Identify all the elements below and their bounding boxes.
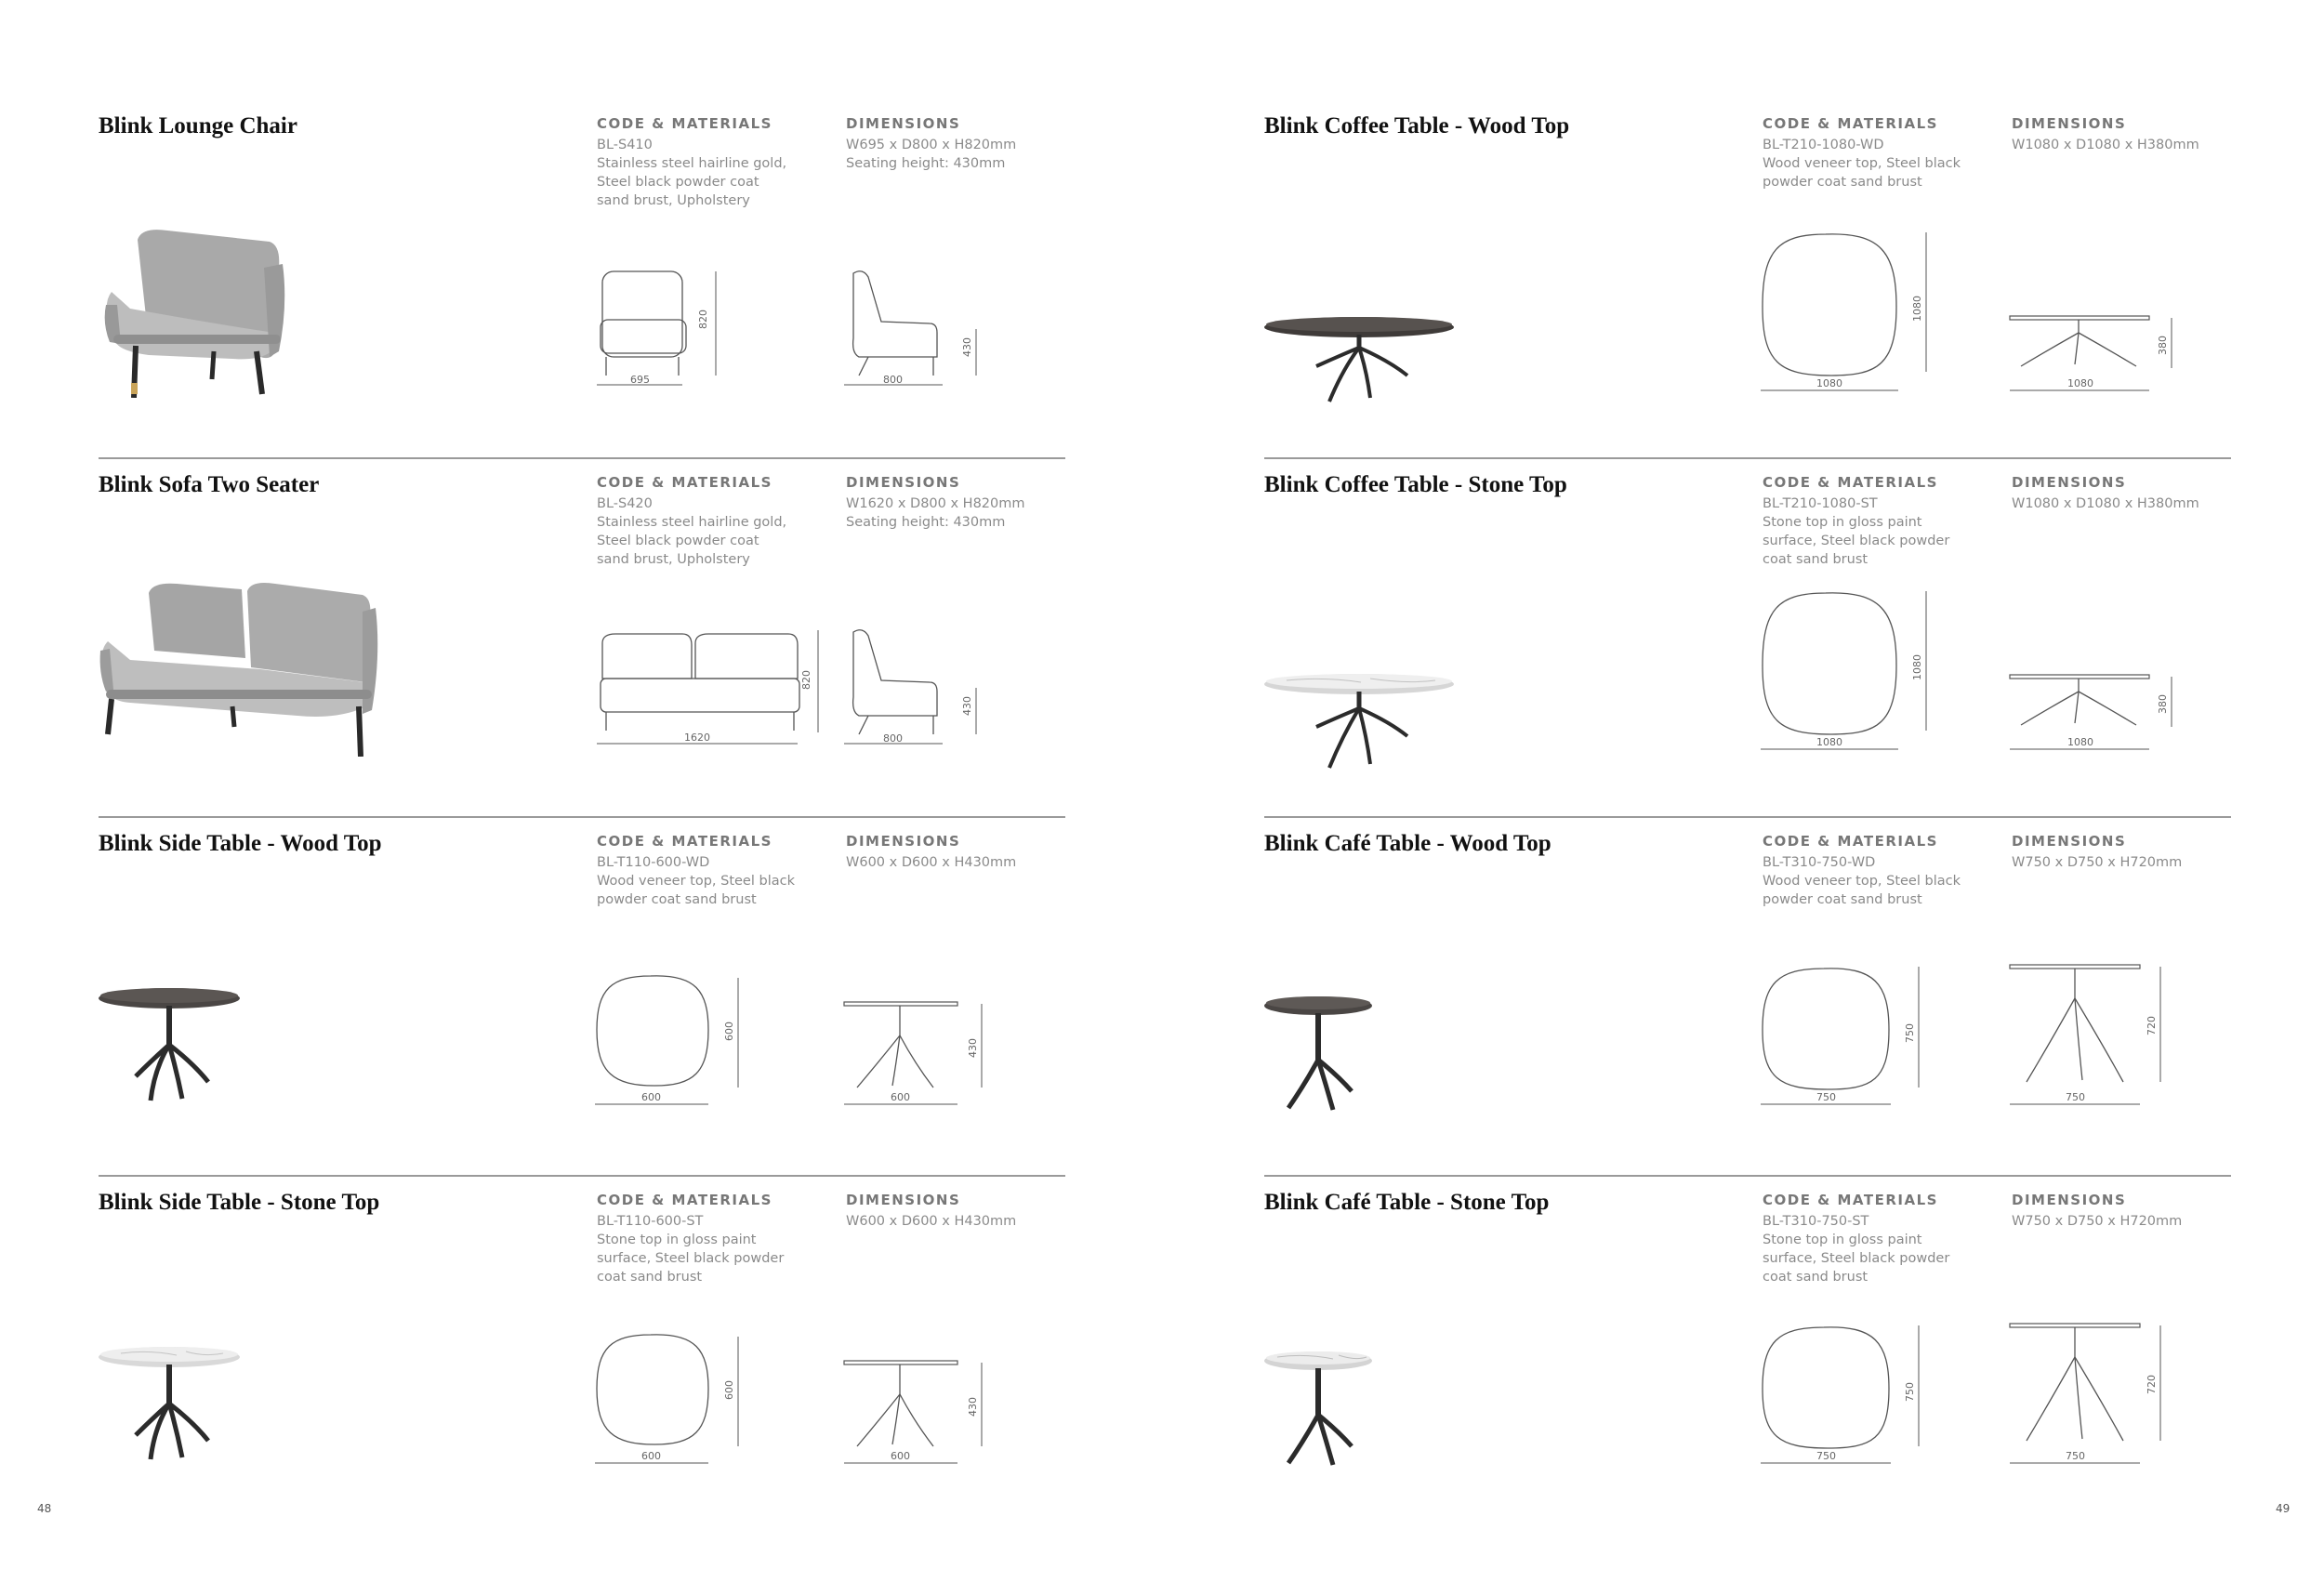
height-label: 380 — [2157, 336, 2169, 355]
product-title: Blink Sofa Two Seater — [99, 472, 320, 497]
dimensions-block — [846, 1192, 1069, 1231]
side-view-drawing — [2006, 1320, 2183, 1469]
code-line: BL-T310-750-ST — [1763, 1214, 1869, 1229]
depth-label: 750 — [1904, 1382, 1916, 1402]
height-label: 720 — [2146, 1375, 2158, 1394]
material-line: Stone top in gloss paint — [597, 1233, 757, 1247]
material-line: Wood veneer top, Steel black — [1763, 156, 1961, 171]
side-view-drawing — [2006, 312, 2183, 400]
material-line: Wood veneer top, Steel black — [1763, 874, 1961, 889]
side-view-drawing — [2006, 671, 2183, 758]
dimensions-line: W1080 x D1080 x H380mm — [2012, 138, 2199, 152]
width-label: 750 — [2066, 1091, 2085, 1103]
width-label: 1080 — [1816, 736, 1842, 748]
code-materials-heading: CODE & MATERIALS — [597, 115, 772, 132]
top-view-drawing — [593, 969, 751, 1108]
width-label: 1080 — [1816, 377, 1842, 389]
depth-label: 800 — [883, 374, 903, 386]
dimensions-heading: DIMENSIONS — [2012, 115, 2127, 132]
code-materials-heading: CODE & MATERIALS — [1763, 474, 1938, 491]
code-line: BL-T110-600-ST — [597, 1214, 704, 1229]
width-label: 1620 — [684, 732, 710, 744]
product-section-cafe-table-wood — [1162, 818, 2324, 1177]
dimensions-heading: DIMENSIONS — [846, 1192, 961, 1208]
material-line: surface, Steel black powder — [597, 1251, 785, 1266]
width-label: 600 — [891, 1450, 910, 1462]
top-view-drawing — [1759, 1320, 1935, 1469]
product-section-lounge-chair — [0, 100, 1162, 459]
dimensions-heading: DIMENSIONS — [2012, 1192, 2127, 1208]
code-materials-heading: CODE & MATERIALS — [597, 474, 772, 491]
product-title: Blink Side Table - Stone Top — [99, 1190, 380, 1215]
seat-height-label: 430 — [961, 696, 973, 716]
code-line: BL-S410 — [597, 138, 653, 152]
code-line: BL-T210-1080-WD — [1763, 138, 1884, 152]
height-label: 720 — [2146, 1016, 2158, 1035]
height-label: 430 — [967, 1397, 979, 1417]
height-label: 820 — [800, 670, 812, 690]
dimensions-block — [2012, 833, 2235, 872]
front-elevation-drawing — [593, 623, 835, 753]
top-view-drawing — [1759, 227, 1935, 400]
dimensions-line: W750 x D750 x H720mm — [2012, 855, 2183, 870]
code-materials-heading: CODE & MATERIALS — [597, 833, 772, 850]
dimensions-line: W695 x D800 x H820mm — [846, 138, 1017, 152]
material-line: surface, Steel black powder — [1763, 1251, 1950, 1266]
dimensions-heading: DIMENSIONS — [2012, 833, 2127, 850]
width-label: 600 — [641, 1091, 661, 1103]
material-line: surface, Steel black powder — [1763, 534, 1950, 548]
dimensions-block — [846, 474, 1069, 532]
product-section-side-table-wood — [0, 818, 1162, 1177]
height-label: 380 — [2157, 694, 2169, 714]
lounge-chair-photo — [93, 212, 288, 398]
dimensions-block — [2012, 474, 2235, 513]
material-line: powder coat sand brust — [1763, 892, 1922, 907]
height-label: 430 — [967, 1038, 979, 1058]
right-page — [1162, 0, 2324, 1582]
code-materials-block — [1763, 1192, 1986, 1286]
product-title: Blink Café Table - Wood Top — [1264, 831, 1552, 856]
width-label: 1080 — [2067, 736, 2093, 748]
depth-label: 800 — [883, 732, 903, 745]
side-table-wood-photo — [93, 985, 251, 1106]
product-title: Blink Café Table - Stone Top — [1264, 1190, 1550, 1215]
side-view-drawing — [840, 998, 998, 1110]
side-view-drawing — [2006, 961, 2183, 1110]
coffee-table-wood-photo — [1259, 314, 1463, 407]
code-materials-block — [597, 833, 820, 909]
width-label: 750 — [1816, 1450, 1836, 1462]
height-label: 820 — [697, 310, 709, 329]
material-line: sand brust, Upholstery — [597, 552, 750, 567]
code-materials-heading: CODE & MATERIALS — [1763, 833, 1938, 850]
cafe-table-stone-photo — [1259, 1350, 1389, 1470]
dimensions-line: W1620 x D800 x H820mm — [846, 496, 1025, 511]
dimensions-block — [846, 115, 1069, 173]
width-label: 750 — [1816, 1091, 1836, 1103]
dimensions-block — [2012, 115, 2235, 154]
top-view-drawing — [1759, 961, 1935, 1110]
material-line: Stone top in gloss paint — [1763, 515, 1922, 530]
dimensions-line: W600 x D600 x H430mm — [846, 855, 1017, 870]
top-view-drawing — [1759, 586, 1935, 758]
code-line: BL-T110-600-WD — [597, 855, 710, 870]
material-line: coat sand brust — [1763, 552, 1868, 567]
side-table-stone-photo — [93, 1344, 251, 1465]
depth-label: 1080 — [1911, 296, 1923, 322]
code-materials-block — [597, 1192, 820, 1286]
page-number-right: 49 — [2276, 1502, 2291, 1515]
depth-label: 600 — [723, 1022, 735, 1041]
dimensions-heading: DIMENSIONS — [2012, 474, 2127, 491]
product-section-side-table-stone — [0, 1177, 1162, 1536]
dimensions-line: W750 x D750 x H720mm — [2012, 1214, 2183, 1229]
code-materials-block — [597, 115, 820, 210]
side-elevation-drawing — [840, 623, 989, 753]
material-line: Stone top in gloss paint — [1763, 1233, 1922, 1247]
cafe-table-wood-photo — [1259, 995, 1389, 1115]
front-elevation-drawing — [593, 264, 733, 394]
code-materials-block — [597, 474, 820, 569]
depth-label: 600 — [723, 1380, 735, 1400]
code-line: BL-S420 — [597, 496, 653, 511]
product-title: Blink Lounge Chair — [99, 113, 297, 138]
width-label: 750 — [2066, 1450, 2085, 1462]
coffee-table-stone-photo — [1259, 671, 1463, 773]
code-materials-block — [1763, 474, 1986, 569]
dimensions-heading: DIMENSIONS — [846, 833, 961, 850]
code-materials-heading: CODE & MATERIALS — [1763, 1192, 1938, 1208]
depth-label: 750 — [1904, 1023, 1916, 1043]
material-line: Stainless steel hairline gold, — [597, 156, 787, 171]
material-line: Stainless steel hairline gold, — [597, 515, 787, 530]
code-materials-heading: CODE & MATERIALS — [1763, 115, 1938, 132]
material-line: Steel black powder coat — [597, 175, 759, 190]
width-label: 600 — [891, 1091, 910, 1103]
code-materials-block — [1763, 115, 1986, 191]
code-materials-block — [1763, 833, 1986, 909]
material-line: Wood veneer top, Steel black — [597, 874, 795, 889]
depth-label: 1080 — [1911, 654, 1923, 680]
dimensions-block — [846, 833, 1069, 872]
width-label: 1080 — [2067, 377, 2093, 389]
material-line: coat sand brust — [597, 1270, 703, 1285]
page-number-left: 48 — [37, 1502, 52, 1515]
product-title: Blink Coffee Table - Wood Top — [1264, 113, 1570, 138]
code-line: BL-T210-1080-ST — [1763, 496, 1878, 511]
dimensions-block — [2012, 1192, 2235, 1231]
material-line: powder coat sand brust — [1763, 175, 1922, 190]
material-line: Steel black powder coat — [597, 534, 759, 548]
width-label: 695 — [630, 374, 650, 386]
code-materials-heading: CODE & MATERIALS — [597, 1192, 772, 1208]
width-label: 600 — [641, 1450, 661, 1462]
material-line: coat sand brust — [1763, 1270, 1868, 1285]
side-elevation-drawing — [840, 264, 989, 394]
dimensions-line: W600 x D600 x H430mm — [846, 1214, 1017, 1229]
top-view-drawing — [593, 1327, 751, 1467]
dimensions-line: Seating height: 430mm — [846, 515, 1006, 530]
product-title: Blink Side Table - Wood Top — [99, 831, 382, 856]
seat-height-label: 430 — [961, 337, 973, 357]
material-line: powder coat sand brust — [597, 892, 757, 907]
dimensions-heading: DIMENSIONS — [846, 115, 961, 132]
dimensions-line: W1080 x D1080 x H380mm — [2012, 496, 2199, 511]
material-line: sand brust, Upholstery — [597, 193, 750, 208]
product-section-cafe-table-stone — [1162, 1177, 2324, 1536]
product-section-sofa — [0, 459, 1162, 818]
side-view-drawing — [840, 1357, 998, 1469]
product-section-coffee-table-stone — [1162, 459, 2324, 818]
code-line: BL-T310-750-WD — [1763, 855, 1876, 870]
dimensions-line: Seating height: 430mm — [846, 156, 1006, 171]
sofa-photo — [93, 571, 381, 757]
dimensions-heading: DIMENSIONS — [846, 474, 961, 491]
product-section-coffee-table-wood — [1162, 100, 2324, 459]
product-title: Blink Coffee Table - Stone Top — [1264, 472, 1567, 497]
